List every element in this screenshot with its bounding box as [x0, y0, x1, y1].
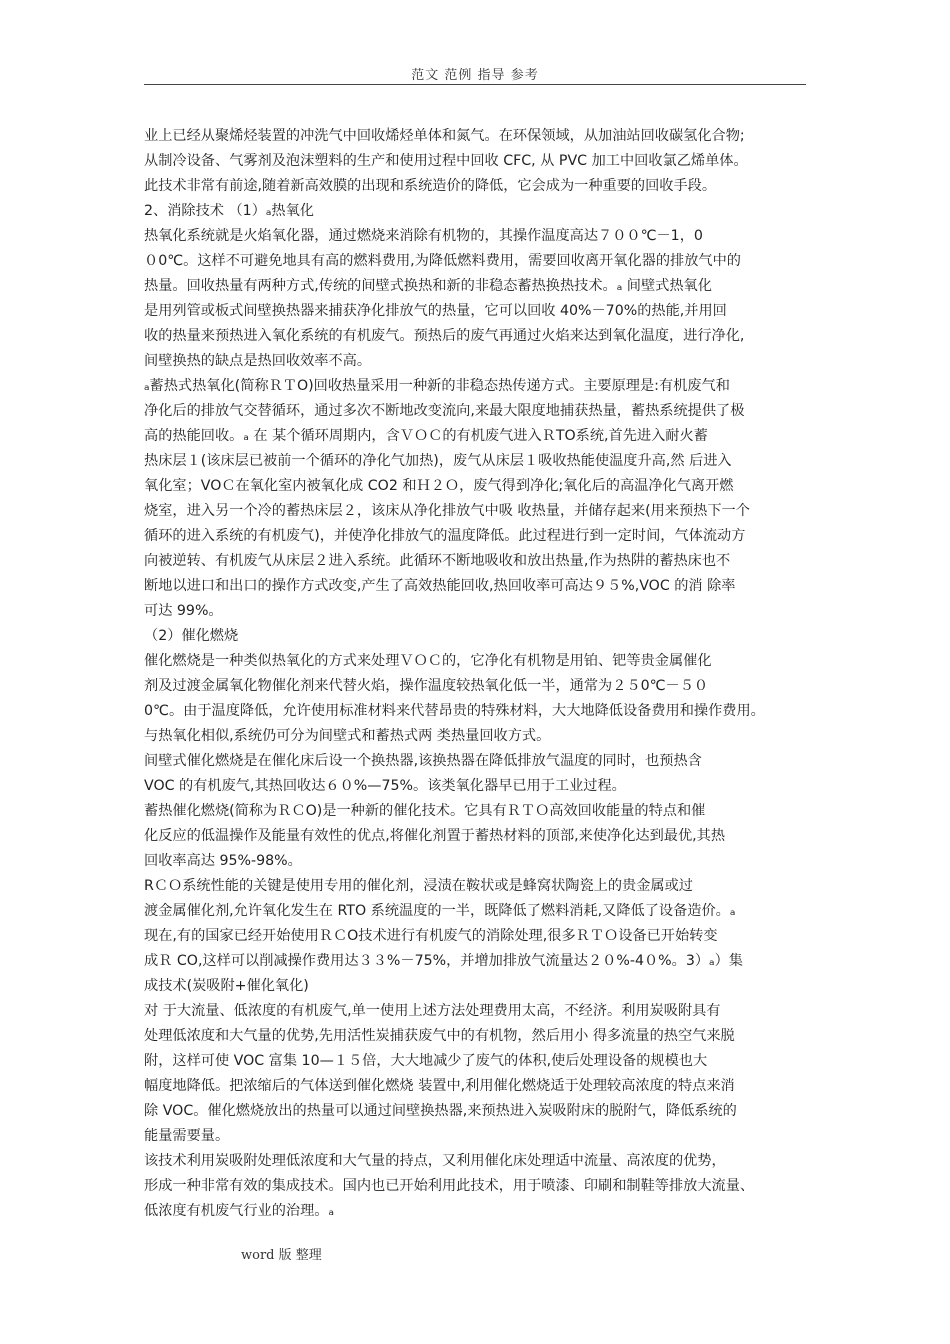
document-body	[144, 124, 808, 1224]
body-line: 氧化室；VOＣ在氧化室内被氧化成 CO2 和Ｈ２Ｏ，废气得到净化;氧化后的高温净化气离开燃	[144, 478, 734, 494]
body-line: 对 于大流量、低浓度的有机废气,单一使用上述方法处理费用太高，不经济。利用炭吸附具有	[144, 1003, 721, 1019]
body-line: 与热氧化相似,系统仍可分为间壁式和蓄热式两 类热量回收方式。	[144, 728, 551, 744]
body-line: 能量需要量。	[144, 1128, 230, 1144]
body-line: 化反应的低温操作及能量有效性的优点,将催化剂置于蓄热材料的顶部,来使净化达到最优,其热	[144, 828, 726, 844]
body-line: 附，这样可使 VOC 富集 10—１５倍，大大地减少了废气的体积,使后处理设备的规模也大	[144, 1053, 708, 1069]
body-line: 循环的进入系统的有机废气)，并使净化排放气的温度降低。此过程进行到一定时间，气体流动方	[144, 528, 746, 544]
body-line: 间壁式催化燃烧是在催化床后设一个换热器,该换热器在降低排放气温度的同时，也预热含	[144, 753, 702, 769]
body-line: RＣＯ系统性能的关键是使用专用的催化剂，浸渍在鞍状或是蜂窝状陶瓷上的贵金属或过	[144, 878, 693, 894]
body-line: 幅度地降低。把浓缩后的气体送到催化燃烧 装置中,利用催化燃烧适于处理较高浓度的特点来消	[144, 1078, 735, 1094]
body-line: 业上已经从聚烯烃装置的冲洗气中回收烯烃单体和氮气。在环保领域，从加油站回收碳氢化合物;	[144, 128, 745, 144]
body-line: （2）催化燃烧	[144, 628, 239, 644]
body-line: 形成一种非常有效的集成技术。国内也已开始利用此技术，用于喷漆、印刷和制鞋等排放大流量、	[144, 1178, 755, 1194]
body-line: 间壁换热的缺点是热回收效率不高。	[144, 353, 372, 369]
body-line: 催化燃烧是一种类似热氧化的方式来处理ＶＯＣ的，它净化有机物是用铂、钯等贵金属催化	[144, 653, 712, 669]
body-line: 成Ｒ CO,这样可以削减操作费用达３３%－75%，并增加排放气流量达２０%-4０%。3）ₐ）集	[144, 953, 743, 969]
body-line: 净化后的排放气交替循环，通过多次不断地改变流向,来最大限度地捕获热量，蓄热系统提供了极	[144, 403, 745, 419]
body-line: 成技术(炭吸附+催化氧化)	[144, 978, 309, 994]
body-line: 蓄热催化燃烧(简称为ＲＣO)是一种新的催化技术。它具有ＲＴＯ高效回收能量的特点和催	[144, 803, 706, 819]
body-line: VOC 的有机废气,其热回收达６０%—75%。该类氧化器早已用于工业过程。	[144, 778, 626, 794]
body-line: 可达 99%。	[144, 603, 223, 619]
body-line: 烧室，进入另一个冷的蓄热床层２，该床从净化排放气中吸 收热量，并储存起来(用来预热下一个	[144, 503, 750, 519]
body-line: 收的热量来预热进入氧化系统的有机废气。预热后的废气再通过火焰来达到氧化温度，进行净化,	[144, 328, 745, 344]
body-line: 除 VOC。催化燃烧放出的热量可以通过间壁换热器,来预热进入炭吸附床的脱附气，降低系统的	[144, 1103, 737, 1119]
body-line: 2、消除技术 （1）ₐ热氧化	[144, 203, 314, 219]
body-line: ０0℃。这样不可避免地具有高的燃料费用,为降低燃料费用，需要回收离开氧化器的排放气中的	[144, 253, 741, 269]
body-line: 此技术非常有前途,随着新高效膜的出现和系统造价的降低，它会成为一种重要的回收手段。	[144, 178, 717, 194]
body-line: 热量。回收热量有两种方式,传统的间壁式换热和新的非稳态蓄热换热技术。ₐ 间壁式热氧化	[144, 278, 712, 294]
page-header: 范文 范例 指导 参考	[411, 68, 539, 83]
body-line: 渡金属催化剂,允许氧化发生在 RTO 系统温度的一半，既降低了燃料消耗,又降低了设备造价。ₐ	[144, 903, 736, 919]
body-line: 从制冷设备、气雾剂及泡沫塑料的生产和使用过程中回收 CFC, 从 PVC 加工中回收氯乙烯单体。	[144, 153, 748, 169]
body-line: 低浓度有机废气行业的治理。ₐ	[144, 1203, 334, 1219]
body-line: 处理低浓度和大气量的优势,先用活性炭捕获废气中的有机物，然后用小 得多流量的热空气来脱	[144, 1028, 735, 1044]
body-line: 现在,有的国家已经开始使用ＲＣO技术进行有机废气的消除处理,很多ＲＴＯ设备已开始转变	[144, 928, 718, 944]
body-line: 回收率高达 95%-98%。	[144, 853, 302, 869]
body-line: 热床层１(该床层已被前一个循环的净化气加热)，废气从床层１吸收热能使温度升高,然 后进入	[144, 453, 732, 469]
body-line: 是用列管或板式间壁换热器来捕获净化排放气的热量，它可以回收 40%－70%的热能,并用回	[144, 303, 727, 319]
body-line: 高的热能回收。ₐ 在 某个循环周期内，含ＶＯＣ的有机废气进入ＲTO系统,首先进入耐火蓄	[144, 428, 708, 444]
page-footer: word 版 整理	[241, 1248, 322, 1263]
header-divider	[144, 84, 806, 85]
body-line: 向被逆转、有机废气从床层２进入系统。此循环不断地吸收和放出热量,作为热阱的蓄热床也不	[144, 553, 731, 569]
body-line: ₐ蓄热式热氧化(简称ＲＴO)回收热量采用一种新的非稳态热传递方式。主要原理是:有机废气和	[144, 378, 730, 394]
body-line: 该技术利用炭吸附处理低浓度和大气量的持点，又利用催化床处理适中流量、高浓度的优势，	[144, 1153, 726, 1169]
body-line: 剂及过渡金属氧化物催化剂来代替火焰，操作温度较热氧化低一半，通常为２５0℃－５０	[144, 678, 709, 694]
body-line: 0℃。由于温度降低，允许使用标准材料来代替昂贵的特殊材料，大大地降低设备费用和操作费用。	[144, 703, 765, 719]
body-line: 热氧化系统就是火焰氧化器，通过燃烧来消除有机物的，其操作温度高达７００℃－1，0	[144, 228, 703, 244]
body-line: 断地以进口和出口的操作方式改变,产生了高效热能回收,热回收率可高达９５%,VOC 的消 除率	[144, 578, 736, 594]
